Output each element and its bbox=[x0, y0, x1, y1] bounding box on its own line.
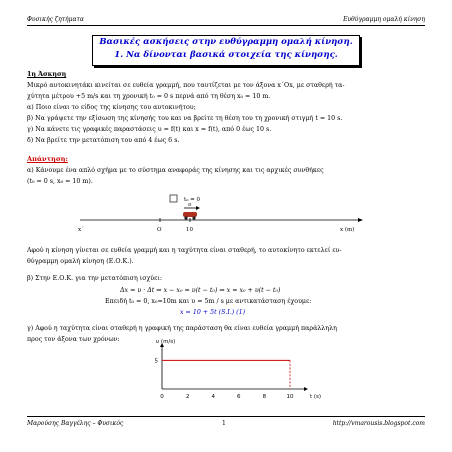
answer-b-intro: β) Στην Ε.Ο.Κ. για την μετατόπιση ισχύει: bbox=[27, 275, 162, 282]
question-b: β) Να γράψετε την εξίσωση της κίνησής του και να βρείτε τη θέση του τη χρονική στιγμή t = 10 s. bbox=[27, 115, 343, 122]
fig-t-label: t₀ = 0 bbox=[184, 197, 201, 203]
chart-x-tick-label: 2 bbox=[185, 394, 190, 400]
exercise-intro-2: χύτητα μέτρου +5 m/s και τη χρονική t₀ = 0 s περνά από τη θέση x₀ = 10 m. bbox=[27, 93, 271, 100]
header-right: Ευθύγραμμη ομαλή κίνηση bbox=[343, 16, 425, 23]
header-left: Φυσικής ζητήματα bbox=[27, 16, 84, 23]
chart-x-arrowhead bbox=[304, 387, 308, 391]
x-axis-arrowhead bbox=[358, 218, 363, 222]
fig-x-prime: x΄ bbox=[78, 227, 84, 233]
answer-a-1: α) Κάνουμε ένα απλό σχήμα με το σύστημα αναφοράς της κίνησης και τις αρχικές συνθήκες bbox=[27, 167, 324, 174]
paragraph-1-line-2: θύγραμμη ομαλή κίνηση (Ε.Ο.Κ.). bbox=[27, 258, 134, 265]
fig-v-label: υ bbox=[188, 202, 192, 208]
question-c: γ) Να κάνετε τις γραφικές παραστάσεις υ = f(t) και x = f(t), από 0 έως 10 s. bbox=[27, 126, 272, 133]
title-line-1: Βασικές ασκήσεις στην ευθύγραμμη ομαλή κίνηση. bbox=[99, 37, 353, 47]
question-d: δ) Να βρείτε την μετατόπιση του από 4 έως 6 s. bbox=[27, 137, 180, 144]
fig-x-axis-label: x (m) bbox=[340, 227, 355, 233]
paragraph-1-line-1: Αφού η κίνηση γίνεται σε ευθεία γραμμή και η ταχύτητα είναι σταθερή, το αυτοκίνητο εκτελεί ευ- bbox=[27, 247, 342, 254]
reference-frame-figure bbox=[60, 193, 400, 237]
equation-2: Επειδή t₀ = 0, x₀=10m και υ = 5m / s με αντικατάσταση έχουμε: bbox=[105, 298, 312, 305]
chart-y-label: υ (m/s) bbox=[156, 339, 176, 345]
chart-x-tick-label: 6 bbox=[237, 394, 241, 400]
answer-c-2: προς τον άξονα των χρόνων: bbox=[27, 336, 120, 343]
title-box bbox=[92, 35, 360, 66]
equation-3: x = 10 + 5t (S.I.) (1) bbox=[180, 309, 246, 316]
fig-tick-10: 10 bbox=[186, 227, 193, 233]
chart-x-tick-label: 4 bbox=[211, 394, 215, 400]
answer-heading: Απάντηση: bbox=[27, 155, 68, 163]
chart-x-tick-label: 8 bbox=[262, 394, 267, 400]
chart-y-tick-label: 5 bbox=[154, 358, 158, 365]
footer-left: Μαρούσης Βαγγέλης – Φυσικός bbox=[27, 420, 124, 427]
answer-c-1: γ) Αφού η ταχύτητα είναι σταθερή η γραφική της παράσταση θα είναι ευθεία γραμμή παράλληλη bbox=[27, 325, 337, 332]
page-number: 1 bbox=[222, 420, 226, 427]
title-line-2: 1. Να δίνονται βασικά στοιχεία της κίνησης. bbox=[114, 50, 338, 60]
exercise-heading: 1η Άσκηση bbox=[27, 71, 67, 78]
answer-a-2: (t₀ = 0 s, x₀ = 10 m). bbox=[27, 178, 93, 185]
footer-right: http://vmarousis.blogspot.com bbox=[332, 420, 425, 427]
clock-icon bbox=[170, 195, 177, 202]
velocity-time-chart bbox=[140, 339, 322, 405]
header-rule bbox=[27, 25, 425, 26]
question-a: α) Ποιο είναι το είδος της κίνησης του αυτοκινήτου; bbox=[27, 104, 196, 111]
exercise-intro-1: Μικρό αυτοκινητάκι κινείται σε ευθεία γραμμή, που ταυτίζεται με τον άξονα x΄Ox, με σταθερή τα- bbox=[27, 82, 345, 89]
footer-rule bbox=[27, 416, 425, 417]
equation-1: Δx = υ · Δt ⇒ x − x₀ = υ(t − t₀) ⇒ x = x₀ + υ(t − t₀) bbox=[120, 287, 281, 294]
chart-x-label: t (s) bbox=[310, 394, 322, 400]
chart-x-tick-label: 0 bbox=[160, 394, 164, 400]
velocity-arrowhead bbox=[196, 206, 200, 210]
chart-x-tick-label: 10 bbox=[286, 394, 294, 400]
fig-origin: O bbox=[157, 227, 162, 233]
